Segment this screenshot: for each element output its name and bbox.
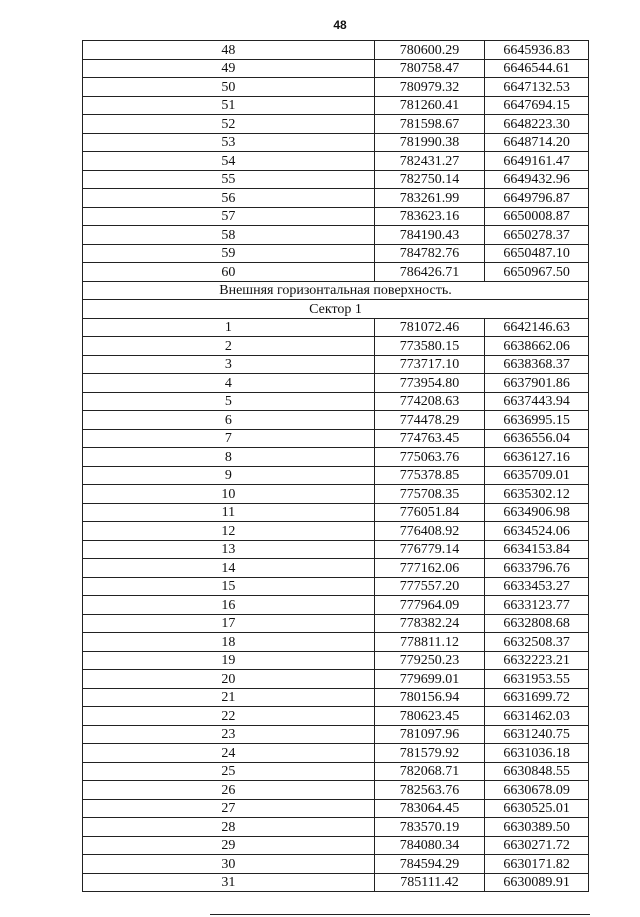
x-coordinate-cell: 780758.47 <box>374 59 485 78</box>
y-coordinate-cell: 6634524.06 <box>485 522 589 541</box>
table-row <box>83 799 589 818</box>
table-body-upper <box>83 41 589 282</box>
table-row <box>83 670 589 689</box>
x-coordinate-cell: 774478.29 <box>374 411 485 430</box>
y-coordinate-cell: 6631462.03 <box>485 707 589 726</box>
x-coordinate-cell: 777964.09 <box>374 596 485 615</box>
point-number-cell: 16 <box>83 596 375 615</box>
point-number-cell: 58 <box>83 226 375 245</box>
sector-title-row <box>83 300 589 319</box>
point-number-cell: 20 <box>83 670 375 689</box>
table-row <box>83 651 589 670</box>
table-row <box>83 263 589 282</box>
x-coordinate-cell: 774763.45 <box>374 429 485 448</box>
point-number-cell: 9 <box>83 466 375 485</box>
y-coordinate-cell: 6635302.12 <box>485 485 589 504</box>
page-number: 48 <box>333 18 347 32</box>
x-coordinate-cell: 783064.45 <box>374 799 485 818</box>
table-row <box>83 614 589 633</box>
table-row <box>83 374 589 393</box>
point-number-cell: 13 <box>83 540 375 559</box>
y-coordinate-cell: 6634906.98 <box>485 503 589 522</box>
table-row <box>83 503 589 522</box>
y-coordinate-cell: 6630678.09 <box>485 781 589 800</box>
table-row <box>83 559 589 578</box>
table-row <box>83 115 589 134</box>
table-row <box>83 59 589 78</box>
point-number-cell: 21 <box>83 688 375 707</box>
x-coordinate-cell: 781072.46 <box>374 318 485 337</box>
x-coordinate-cell: 783623.16 <box>374 207 485 226</box>
table-row <box>83 577 589 596</box>
y-coordinate-cell: 6636127.16 <box>485 448 589 467</box>
y-coordinate-cell: 6650008.87 <box>485 207 589 226</box>
point-number-cell: 2 <box>83 337 375 356</box>
point-number-cell: 55 <box>83 170 375 189</box>
y-coordinate-cell: 6648223.30 <box>485 115 589 134</box>
point-number-cell: 50 <box>83 78 375 97</box>
table-row <box>83 355 589 374</box>
point-number-cell: 49 <box>83 59 375 78</box>
x-coordinate-cell: 782563.76 <box>374 781 485 800</box>
point-number-cell: 51 <box>83 96 375 115</box>
y-coordinate-cell: 6633123.77 <box>485 596 589 615</box>
table-row <box>83 226 589 245</box>
y-coordinate-cell: 6647132.53 <box>485 78 589 97</box>
x-coordinate-cell: 780600.29 <box>374 41 485 60</box>
point-number-cell: 6 <box>83 411 375 430</box>
y-coordinate-cell: 6648714.20 <box>485 133 589 152</box>
y-coordinate-cell: 6633796.76 <box>485 559 589 578</box>
point-number-cell: 5 <box>83 392 375 411</box>
point-number-cell: 25 <box>83 762 375 781</box>
table-row <box>83 337 589 356</box>
point-number-cell: 3 <box>83 355 375 374</box>
table-row <box>83 596 589 615</box>
table-row <box>83 744 589 763</box>
x-coordinate-cell: 776779.14 <box>374 540 485 559</box>
table-row <box>83 244 589 263</box>
x-coordinate-cell: 779699.01 <box>374 670 485 689</box>
y-coordinate-cell: 6638662.06 <box>485 337 589 356</box>
x-coordinate-cell: 782068.71 <box>374 762 485 781</box>
point-number-cell: 8 <box>83 448 375 467</box>
point-number-cell: 57 <box>83 207 375 226</box>
table-row <box>83 96 589 115</box>
y-coordinate-cell: 6635709.01 <box>485 466 589 485</box>
x-coordinate-cell: 780979.32 <box>374 78 485 97</box>
point-number-cell: 22 <box>83 707 375 726</box>
table-row <box>83 152 589 171</box>
table-row <box>83 818 589 837</box>
table-row <box>83 133 589 152</box>
table-row <box>83 485 589 504</box>
x-coordinate-cell: 781260.41 <box>374 96 485 115</box>
point-number-cell: 60 <box>83 263 375 282</box>
table-row <box>83 836 589 855</box>
table-row <box>83 189 589 208</box>
x-coordinate-cell: 773954.80 <box>374 374 485 393</box>
y-coordinate-cell: 6638368.37 <box>485 355 589 374</box>
table-row <box>83 429 589 448</box>
x-coordinate-cell: 776408.92 <box>374 522 485 541</box>
y-coordinate-cell: 6630171.82 <box>485 855 589 874</box>
table-row <box>83 41 589 60</box>
section-title: Внешняя горизонтальная поверхность. <box>83 281 589 300</box>
point-number-cell: 26 <box>83 781 375 800</box>
table-row <box>83 466 589 485</box>
y-coordinate-cell: 6650487.10 <box>485 244 589 263</box>
point-number-cell: 56 <box>83 189 375 208</box>
point-number-cell: 11 <box>83 503 375 522</box>
table-row <box>83 540 589 559</box>
x-coordinate-cell: 778811.12 <box>374 633 485 652</box>
x-coordinate-cell: 784080.34 <box>374 836 485 855</box>
x-coordinate-cell: 781097.96 <box>374 725 485 744</box>
y-coordinate-cell: 6650278.37 <box>485 226 589 245</box>
sector-title: Сектор 1 <box>83 300 589 319</box>
bottom-rule <box>210 914 590 915</box>
y-coordinate-cell: 6637901.86 <box>485 374 589 393</box>
y-coordinate-cell: 6636556.04 <box>485 429 589 448</box>
x-coordinate-cell: 784190.43 <box>374 226 485 245</box>
y-coordinate-cell: 6646544.61 <box>485 59 589 78</box>
y-coordinate-cell: 6631953.55 <box>485 670 589 689</box>
table-row <box>83 78 589 97</box>
table-body-sector <box>83 318 589 892</box>
x-coordinate-cell: 781598.67 <box>374 115 485 134</box>
y-coordinate-cell: 6630389.50 <box>485 818 589 837</box>
section-title-row <box>83 281 589 300</box>
x-coordinate-cell: 781990.38 <box>374 133 485 152</box>
y-coordinate-cell: 6649432.96 <box>485 170 589 189</box>
x-coordinate-cell: 777557.20 <box>374 577 485 596</box>
y-coordinate-cell: 6650967.50 <box>485 263 589 282</box>
table-row <box>83 318 589 337</box>
point-number-cell: 1 <box>83 318 375 337</box>
x-coordinate-cell: 775063.76 <box>374 448 485 467</box>
y-coordinate-cell: 6630089.91 <box>485 873 589 892</box>
x-coordinate-cell: 785111.42 <box>374 873 485 892</box>
x-coordinate-cell: 781579.92 <box>374 744 485 763</box>
x-coordinate-cell: 773580.15 <box>374 337 485 356</box>
x-coordinate-cell: 783570.19 <box>374 818 485 837</box>
point-number-cell: 19 <box>83 651 375 670</box>
point-number-cell: 48 <box>83 41 375 60</box>
x-coordinate-cell: 779250.23 <box>374 651 485 670</box>
x-coordinate-cell: 778382.24 <box>374 614 485 633</box>
y-coordinate-cell: 6630525.01 <box>485 799 589 818</box>
point-number-cell: 4 <box>83 374 375 393</box>
x-coordinate-cell: 774208.63 <box>374 392 485 411</box>
table-row <box>83 707 589 726</box>
point-number-cell: 15 <box>83 577 375 596</box>
y-coordinate-cell: 6642146.63 <box>485 318 589 337</box>
point-number-cell: 28 <box>83 818 375 837</box>
y-coordinate-cell: 6636995.15 <box>485 411 589 430</box>
x-coordinate-cell: 776051.84 <box>374 503 485 522</box>
point-number-cell: 31 <box>83 873 375 892</box>
table-row <box>83 688 589 707</box>
y-coordinate-cell: 6631036.18 <box>485 744 589 763</box>
table-row <box>83 207 589 226</box>
x-coordinate-cell: 782431.27 <box>374 152 485 171</box>
point-number-cell: 24 <box>83 744 375 763</box>
coordinates-table <box>82 40 589 892</box>
table-row <box>83 448 589 467</box>
y-coordinate-cell: 6634153.84 <box>485 540 589 559</box>
point-number-cell: 29 <box>83 836 375 855</box>
y-coordinate-cell: 6647694.15 <box>485 96 589 115</box>
point-number-cell: 59 <box>83 244 375 263</box>
point-number-cell: 53 <box>83 133 375 152</box>
table-row <box>83 522 589 541</box>
point-number-cell: 54 <box>83 152 375 171</box>
point-number-cell: 14 <box>83 559 375 578</box>
table-row <box>83 855 589 874</box>
table-row <box>83 411 589 430</box>
x-coordinate-cell: 777162.06 <box>374 559 485 578</box>
x-coordinate-cell: 780156.94 <box>374 688 485 707</box>
point-number-cell: 18 <box>83 633 375 652</box>
x-coordinate-cell: 783261.99 <box>374 189 485 208</box>
y-coordinate-cell: 6632808.68 <box>485 614 589 633</box>
table-row <box>83 170 589 189</box>
point-number-cell: 12 <box>83 522 375 541</box>
y-coordinate-cell: 6632223.21 <box>485 651 589 670</box>
table-row <box>83 781 589 800</box>
point-number-cell: 52 <box>83 115 375 134</box>
x-coordinate-cell: 782750.14 <box>374 170 485 189</box>
x-coordinate-cell: 784782.76 <box>374 244 485 263</box>
point-number-cell: 23 <box>83 725 375 744</box>
table-section-header <box>83 281 589 318</box>
y-coordinate-cell: 6631699.72 <box>485 688 589 707</box>
y-coordinate-cell: 6649796.87 <box>485 189 589 208</box>
x-coordinate-cell: 775378.85 <box>374 466 485 485</box>
y-coordinate-cell: 6649161.47 <box>485 152 589 171</box>
x-coordinate-cell: 773717.10 <box>374 355 485 374</box>
x-coordinate-cell: 784594.29 <box>374 855 485 874</box>
table-row <box>83 392 589 411</box>
point-number-cell: 10 <box>83 485 375 504</box>
table-row <box>83 762 589 781</box>
x-coordinate-cell: 786426.71 <box>374 263 485 282</box>
y-coordinate-cell: 6630848.55 <box>485 762 589 781</box>
y-coordinate-cell: 6631240.75 <box>485 725 589 744</box>
point-number-cell: 17 <box>83 614 375 633</box>
table-row <box>83 873 589 892</box>
point-number-cell: 7 <box>83 429 375 448</box>
table-row <box>83 725 589 744</box>
point-number-cell: 30 <box>83 855 375 874</box>
y-coordinate-cell: 6632508.37 <box>485 633 589 652</box>
x-coordinate-cell: 775708.35 <box>374 485 485 504</box>
y-coordinate-cell: 6633453.27 <box>485 577 589 596</box>
y-coordinate-cell: 6637443.94 <box>485 392 589 411</box>
y-coordinate-cell: 6630271.72 <box>485 836 589 855</box>
point-number-cell: 27 <box>83 799 375 818</box>
table-row <box>83 633 589 652</box>
y-coordinate-cell: 6645936.83 <box>485 41 589 60</box>
x-coordinate-cell: 780623.45 <box>374 707 485 726</box>
